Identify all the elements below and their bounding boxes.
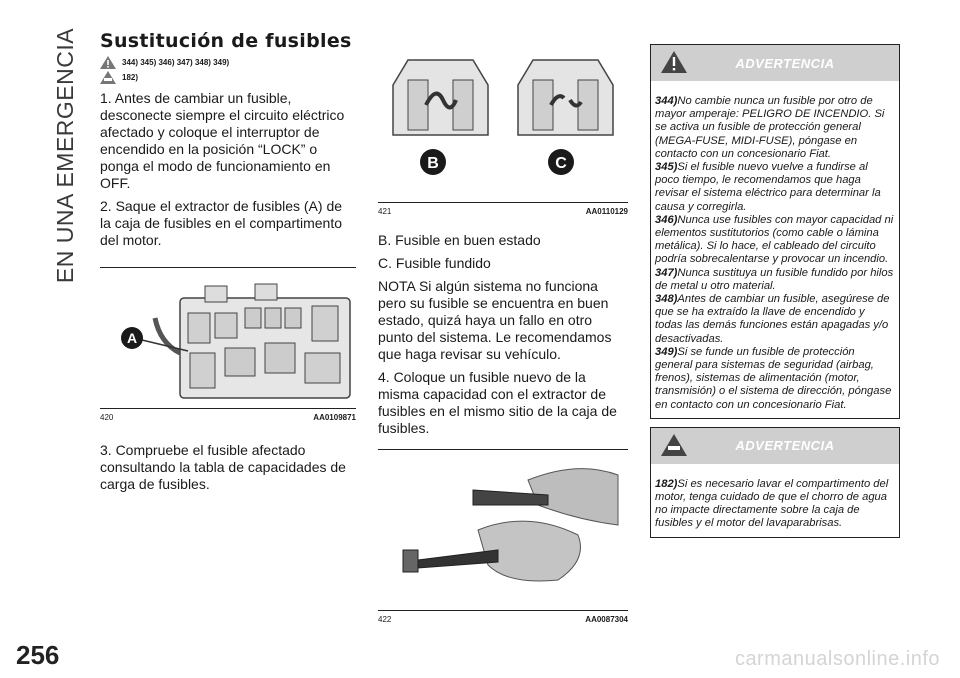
warning-item: 346)Nunca use fusibles con mayor capacidad ni elementos sustitutorios (como cable o lámina metálica). Si lo hace, el cableado del circuito podría sobrecalentarse y provocar un incendio. [655,213,894,266]
figure-421 [378,30,628,202]
figure-422-rule [378,610,628,611]
fuse-comparison-illustration [378,30,628,202]
label-b-text: B. Fusible en buen estado [378,232,541,248]
figure-code: AA0109871 [313,413,356,422]
warning-item: 349)Si se funde un fusible de protección general para sistemas de seguridad (airbag, frenos), sistemas de alimentación (motor, transmisión) o el sistema de dirección, póngase en contacto con un concesionario Fiat. [655,345,892,411]
warning-item: 182)Si es necesario lavar el compartimento del motor, tenga cuidado de que el chorro de agua no impacte directamente sobre la caja de fusibles y el motor del lavaparabrisas. [655,477,889,530]
step-2: 2. Saque el extractor de fusibles (A) de la caja de fusibles en el compartimento del motor. [100,198,343,248]
callout-a: A [126,330,138,346]
warning-header [651,45,899,81]
figure-number: 421 [378,207,392,216]
warning-header [651,428,899,464]
step-1: 1. Antes de cambiar un fusible, desconecte siempre el circuito eléctrico afectado y coloque el interruptor de encendido en la posición “LOCK” o ponga el modo de funcionamiento en OFF. [100,90,345,191]
warning-refs [100,56,356,69]
warning-item: 347)Nunca sustituya un fusible fundido por hilos de metal u otro material. [655,266,894,292]
page-number: 256 [16,640,60,670]
column-1 [100,30,356,493]
chapter-title-text: EN UNA EMERGENCIA [52,27,79,283]
warning-triangle-icon [100,56,116,69]
warning-box-1 [650,44,900,419]
warning-title: ADVERTENCIA [735,55,835,71]
warning-box-2 [650,427,900,538]
column-2 [378,30,628,624]
warning-item: 348)Antes de cambiar un fusible, asegúrese de que se ha extraído la llave de encendido y todas las demás funciones están apagadas y/o desactivadas. [655,293,890,345]
column-3 [650,44,900,538]
warning-body [651,464,899,537]
warning-item: 344)No cambie nunca un fusible por otro de mayor amperaje: PELIGRO DE INCENDIO. Si se activa un fusible de protección general (MEGA-FUSE, MIDI-FUSE), póngase en contacto con un concesionario Fiat. [655,95,885,160]
note-text: NOTA Si algún sistema no funciona pero su fusible se encuentra en buen estado, quizá haya un fallo en otro punto del sistema. Le recomendamos que haga revisar su vehículo. [378,278,612,362]
warning-title: ADVERTENCIA [735,438,835,454]
caution-icon [100,71,116,84]
figure-code: AA0087304 [585,615,628,624]
figure-420-caption [100,413,356,422]
warning-triangle-icon [661,51,687,73]
fuse-puller-illustration [378,450,628,610]
fuse-box-illustration [100,268,356,408]
figure-420 [100,268,356,408]
caution-refs-text: 182) [122,73,139,82]
figure-422 [378,450,628,610]
figure-number: 422 [378,615,392,624]
warning-refs-text: 344) 345) 346) 347) 348) 349) [122,58,230,67]
step-4: 4. Coloque un fusible nuevo de la misma capacidad con el extractor de fusibles en el mismo sitio de la caja de fusibles. [378,369,617,436]
caution-refs [100,71,356,84]
figure-421-rule [378,202,628,203]
figure-number: 420 [100,413,114,422]
figure-code: AA0110129 [585,207,628,216]
callout-b: B [427,155,439,172]
callout-c: C [555,155,567,172]
figure-421-caption [378,207,628,216]
section-title: Sustitución de fusibles [100,30,352,52]
caution-icon [661,434,687,456]
figure-bottom-rule [100,408,356,409]
warning-body [651,81,899,418]
chapter-title [52,27,80,283]
warning-item: 345)Si el fusible nuevo vuelve a fundirse al poco tiempo, le recomendamos que haga revisar el sistema eléctrico para determinar la causa y corregirla. [655,161,881,213]
step-3: 3. Compruebe el fusible afectado consultando la tabla de capacidades de carga de fusibles. [100,442,346,492]
figure-422-caption [378,615,628,624]
label-c-text: C. Fusible fundido [378,255,491,271]
watermark: carmanualsonline.info [734,648,940,670]
